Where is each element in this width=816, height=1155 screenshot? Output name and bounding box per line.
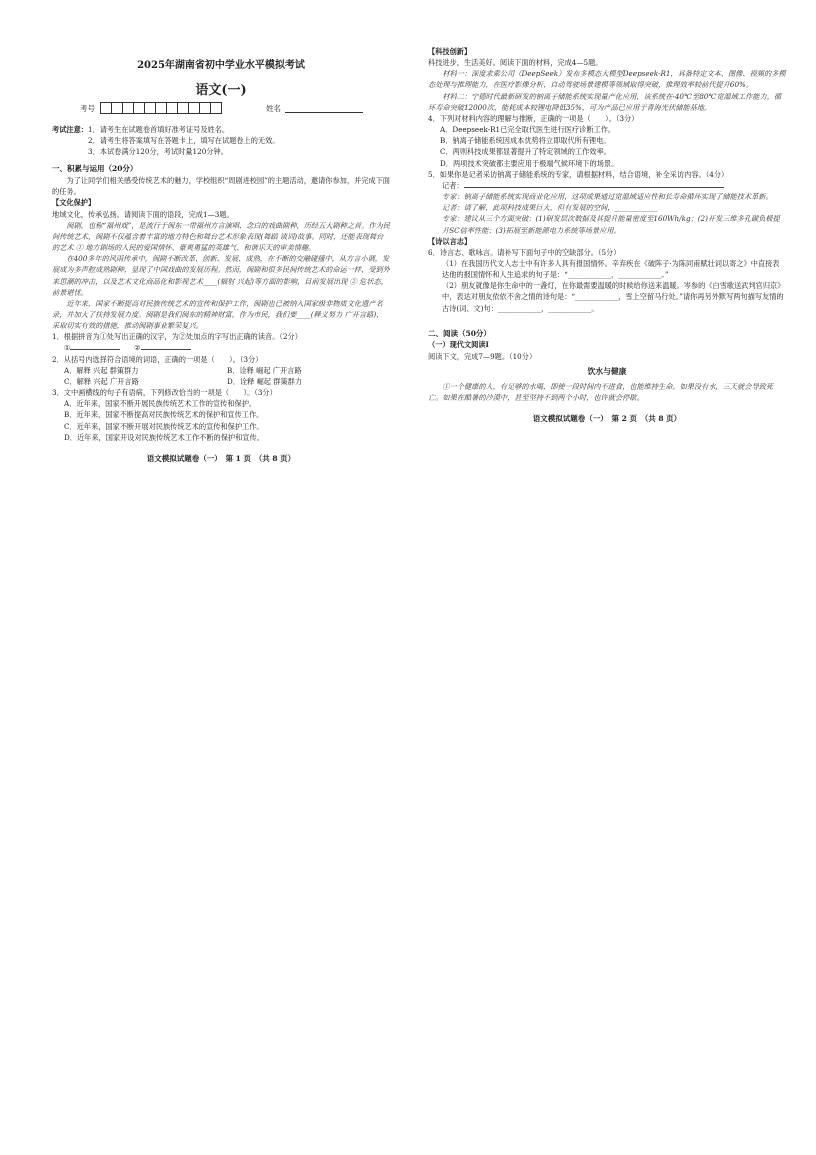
question-2: 2．从括号内选择符合语境的词语，正确的一项是（ ）。（3分）	[52, 354, 263, 364]
question-5: 5．如果你是记者采访钠离子储能系统的专家，请根据材料，结合语境，补全采访内容。（4分）	[428, 169, 729, 179]
page-1-footer: 语文模拟试题卷（一） 第 1 页 （共 8 页）	[146, 453, 296, 463]
question-2-option-d: D．诠释 崛起 群策群力	[227, 376, 303, 386]
culture-module-heading: 【文化保护】	[52, 198, 96, 208]
exam-no-boxes	[101, 102, 222, 114]
activity-intro: 为了让同学们相关感受传统艺术的魅力，学校组织“周剧进校园”的主题活动，邀请你参加，并完成下面的任务。	[52, 176, 390, 197]
question-6: 6．诗言志、歌咏言。请补写下面句子中的空缺部分。（5分）	[428, 247, 621, 257]
candidate-info-row	[80, 102, 390, 114]
question-2-options	[52, 365, 390, 387]
question-3: 3．文中画横线的句子有语病，下列修改恰当的一项是（ ）。（3分）	[52, 388, 277, 398]
notice-2: 2．请考生将答案填写在答题卡上，填写在试题卷上的无效。	[88, 136, 280, 146]
subsection-1-heading: （一）现代文阅读Ⅰ	[428, 340, 489, 350]
question-1-blanks: ① ②	[52, 342, 390, 353]
interview-expert-1: 专家：钠离子储能系统实现商业化应用，这项成果通过宽温域适应性和长寿命循环实现了储能技术革新。	[442, 192, 773, 202]
passage-paragraph-3: 近年来，国家不断提高对民族传统艺术的宣传和保护工作，闽剧也已被纳入国家级非物质文化遗产名录，并加大了扶持发展力度。闽剧是我们闽东的精神财富，作为市民，我们要____(释义努力 广开言路)，采取切实有效的措施，推动闽剧事业繁荣复兴。	[52, 298, 384, 331]
section-2-heading: 二、阅读（50分）	[428, 328, 491, 338]
question-6-part-1: （1）在我国历代文人志士中有许多人具有报国情怀。辛弃疾在《破阵子·为陈同甫赋壮词以寄之》中直接表达他的报国情怀和人生追求的句子是：“____________，____________。”	[442, 258, 780, 280]
question-4-option-a: A．Deepseek-R1已完全取代医生进行医疗诊断工作。	[440, 125, 616, 135]
interview-expert-2: 专家：建议从三个方面突破：(1)研发层次数据及其提升能量密度至160Wh/kg；(2)开发三维多孔碳负极提升SC倍率性能；(3)拓展至新能源电力系统等场景应用。	[442, 214, 780, 235]
question-2-option-b: B．诠释 崛起 广开言路	[227, 365, 302, 375]
interview-reporter-2: 记者：请了解，此项科技成果巨大，但有发展的空间，____________	[442, 203, 658, 213]
material-1: 材料一：深度求索公司（DeepSeek）发布多模态大模型Deepseek-R1，具备特定文本、图像、视频的多模态处理与推理能力，在医疗影像分析、自动驾驶场景建模等领域取得突破，推理效率较前代提升60%。	[428, 69, 786, 90]
question-2-option-c: C．解释 兴起 广开言路	[64, 376, 139, 386]
left-page	[0, 0, 408, 600]
question-2-option-a: A．解释 兴起 群策群力	[64, 365, 139, 375]
subject-title: 语文(一)	[195, 83, 247, 98]
question-3-option-d: D．近年来，国家开设对民族传统艺术工作不断的保护和宣传。	[64, 432, 264, 442]
question-3-option-c: C．近年来，国家不断开展对民族传统艺术的宣传和保护工作。	[64, 421, 264, 431]
poetry-module-heading: 【诗以言志】	[428, 236, 472, 246]
exam-title: 2025年湖南省初中学业水平模拟考试	[137, 60, 305, 71]
notice-1: 1．请考生在试题卷首填好准考证号及姓名。	[87, 125, 230, 134]
passage-paragraph-2: 在400多年的风雨传承中，闽剧不断改革、创新、发展、成熟，在不断的交融碰撞中，从方言小调，发展成为多声腔成熟剧种，显现了中国戏曲的发展历程。然而，闽剧和很多民间传统艺术的命运一样，受到外来思潮的冲击，以及艺术文化商品化和影视艺术____(辐射 兴起)等方面的影响，目前发展出现 ② 危状态，前景堪忧。	[52, 254, 390, 297]
question-3-option-b: B．近年来，国家不断提高对民族传统艺术的保护和宣传工作。	[64, 410, 264, 420]
notice-3: 3．本试卷满分120分，考试时量120分钟。	[88, 147, 228, 157]
subsection-1-intro: 阅读下文，完成7—9题。（10分）	[428, 351, 537, 361]
question-6-part-2: （2）朋友就像是你生命中的一盏灯，在你最需要温暖的时候给你送来温暖。岑参的《白雪歌送武判官归京》中，表达对朋友依依不舍之情的诗句是：“____________，雪上空留马行处。”请你再另外默写两句描写友情的古诗(词、文)句：____________，____________。	[442, 281, 785, 313]
interview-reporter-1: 记者：	[428, 180, 786, 191]
question-4-option-d: D．两项技术突破都主要应用于极端气候环境下的场景。	[440, 158, 619, 168]
material-2: 材料二：宁德时代最新研发的钠离子储能系统实现量产化应用，该系统在-40℃至80℃宽温域工作能力，循环寿命突破12000次，能耗成本较锂电降低35%，可为产品已应用于青海光伏储能基地。	[428, 91, 782, 112]
question-4-option-c: C．两则科技成果都显著提升了特定领域的工作效率。	[440, 147, 611, 157]
exam-notices	[52, 124, 390, 157]
right-page	[408, 0, 816, 600]
tech-module-heading: 【科技创新】	[428, 47, 472, 56]
section-1-heading: 一、积累与运用（20分）	[52, 164, 138, 174]
article-paragraph-1: ①一个健康的人，有足够的水喝，即使一段时间内不进食，也能维持生命。如果没有水，三天就会导致死亡。如果在酷暑的沙漠中，甚至坚持不到两个小时，也许就会停歇。	[428, 381, 774, 402]
question-1: 1．根据拼音为①处写出正确的汉字，为②处加点的字写出正确的读音。（2分）	[52, 332, 302, 342]
question-3-option-a: A．近年来，国家不断开展民族传统艺术工作的宣传和保护。	[64, 399, 257, 409]
passage-paragraph-1: 闽剧，也称“福州戏”，是流行于闽东一带福州方言演唱、念白的戏曲剧种，历经五大剧种之首。作为民间传统艺术，闽剧不仅蕴含着丰富的地方特色和舞台艺术形象表现(舞蹈 谈词)故事。同时，还能表现舞台的艺术 ① 地方剧场的人民的爱国情怀、豪爽勇猛的英雄气、和谐乐天的审美情趣。	[52, 220, 390, 253]
name-line	[285, 104, 363, 113]
page-2-footer: 语文模拟试题卷（一） 第 2 页 （共 8 页）	[532, 414, 682, 423]
question-4-option-b: B．钠离子储能系统因成本优势将立即取代所有锂电。	[440, 136, 611, 146]
tech-module-intro: 科技进步，生活美好。阅读下面的材料，完成4—5题。	[428, 58, 603, 68]
article-title: 饮水与健康	[587, 366, 627, 376]
name-label: 姓名	[266, 103, 281, 113]
notice-label: 考试注意：	[52, 125, 88, 134]
culture-module-intro: 地域文化，传承弘扬。请阅读下面的语段，完成1—3题。	[52, 209, 234, 219]
exam-no-label: 考号	[80, 103, 95, 113]
question-4: 4．下列对材料内容的理解与推断，正确的一项是（ ）。（3分）	[428, 113, 639, 123]
